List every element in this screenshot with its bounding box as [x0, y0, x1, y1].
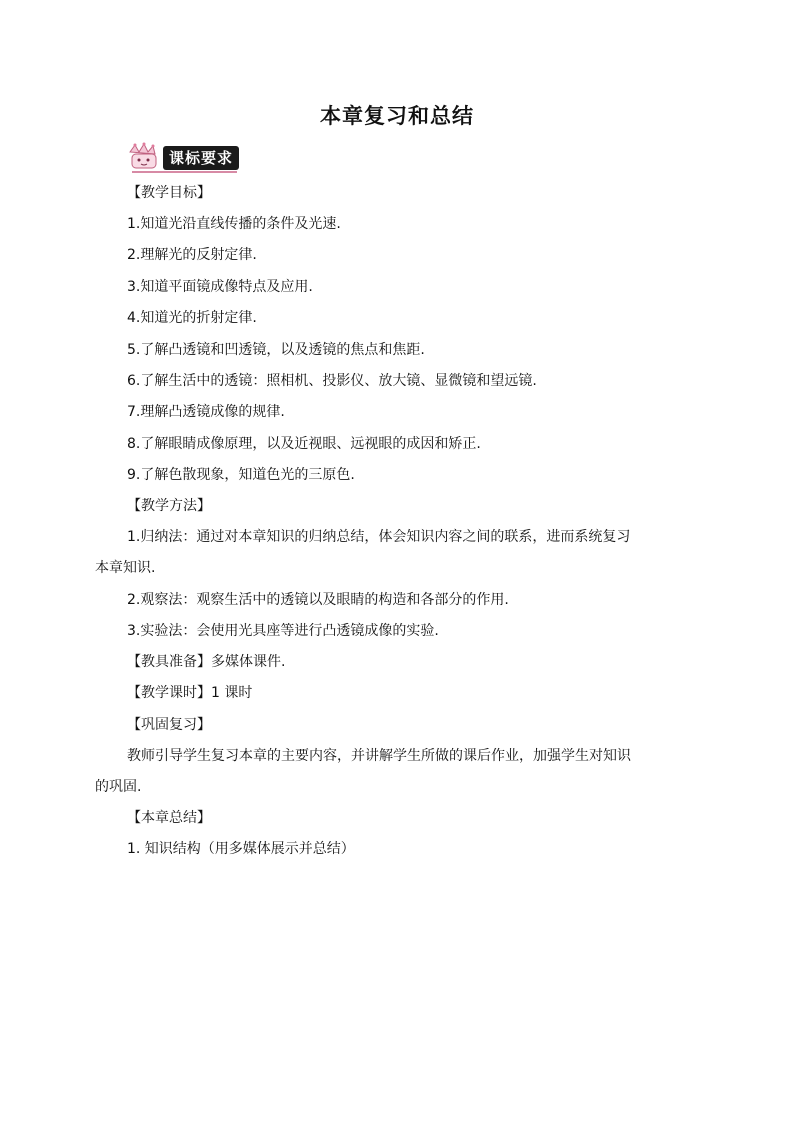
objective-item: 3.知道平面镜成像特点及应用.	[127, 279, 313, 295]
method-item-1: 1.归纳法：通过对本章知识的归纳总结，体会知识内容之间的联系，进而系统复习	[127, 529, 631, 545]
hours-line	[127, 683, 252, 703]
objective-item: 9.了解色散现象，知道色光的三原色.	[127, 467, 355, 483]
section-banner	[124, 142, 244, 172]
method-item-1-cont: 本章知识.	[95, 560, 156, 576]
review-paragraph-cont: 的巩固.	[95, 779, 142, 795]
banner-underline	[132, 171, 237, 173]
objective-item: 2.理解光的反射定律.	[127, 247, 257, 263]
objective-item: 5.了解凸透镜和凹透镜，以及透镜的焦点和焦距.	[127, 342, 425, 358]
summary-heading: 【本章总结】	[127, 810, 211, 826]
method-item-2: 2.观察法：观察生活中的透镜以及眼睛的构造和各部分的作用.	[127, 592, 509, 608]
review-paragraph: 教师引导学生复习本章的主要内容，并讲解学生所做的课后作业，加强学生对知识	[127, 748, 631, 764]
hours-heading: 【教学课时】	[127, 685, 211, 701]
tools-line	[127, 652, 285, 672]
objective-item: 6.了解生活中的透镜：照相机、投影仪、放大镜、显微镜和望远镜.	[127, 373, 537, 389]
method-item-3: 3.实验法：会使用光具座等进行凸透镜成像的实验.	[127, 623, 439, 639]
review-heading: 【巩固复习】	[127, 717, 211, 733]
tools-heading: 【教具准备】	[127, 654, 211, 670]
objectives-heading: 【教学目标】	[127, 185, 211, 201]
hours-text: 1 课时	[211, 685, 253, 701]
objective-item: 1.知道光沿直线传播的条件及光速.	[127, 216, 341, 232]
methods-heading: 【教学方法】	[127, 498, 211, 514]
page-title: 本章复习和总结	[320, 103, 474, 128]
objective-item: 8.了解眼睛成像原理，以及近视眼、远视眼的成因和矫正.	[127, 436, 481, 452]
objective-item: 7.理解凸透镜成像的规律.	[127, 404, 285, 420]
objective-item: 4.知道光的折射定律.	[127, 310, 257, 326]
summary-item-1: 1. 知识结构（用多媒体展示并总结）	[127, 841, 355, 857]
crown-mascot-icon	[124, 142, 164, 172]
banner-label: 课标要求	[163, 146, 239, 170]
tools-text: 多媒体课件.	[211, 654, 286, 670]
